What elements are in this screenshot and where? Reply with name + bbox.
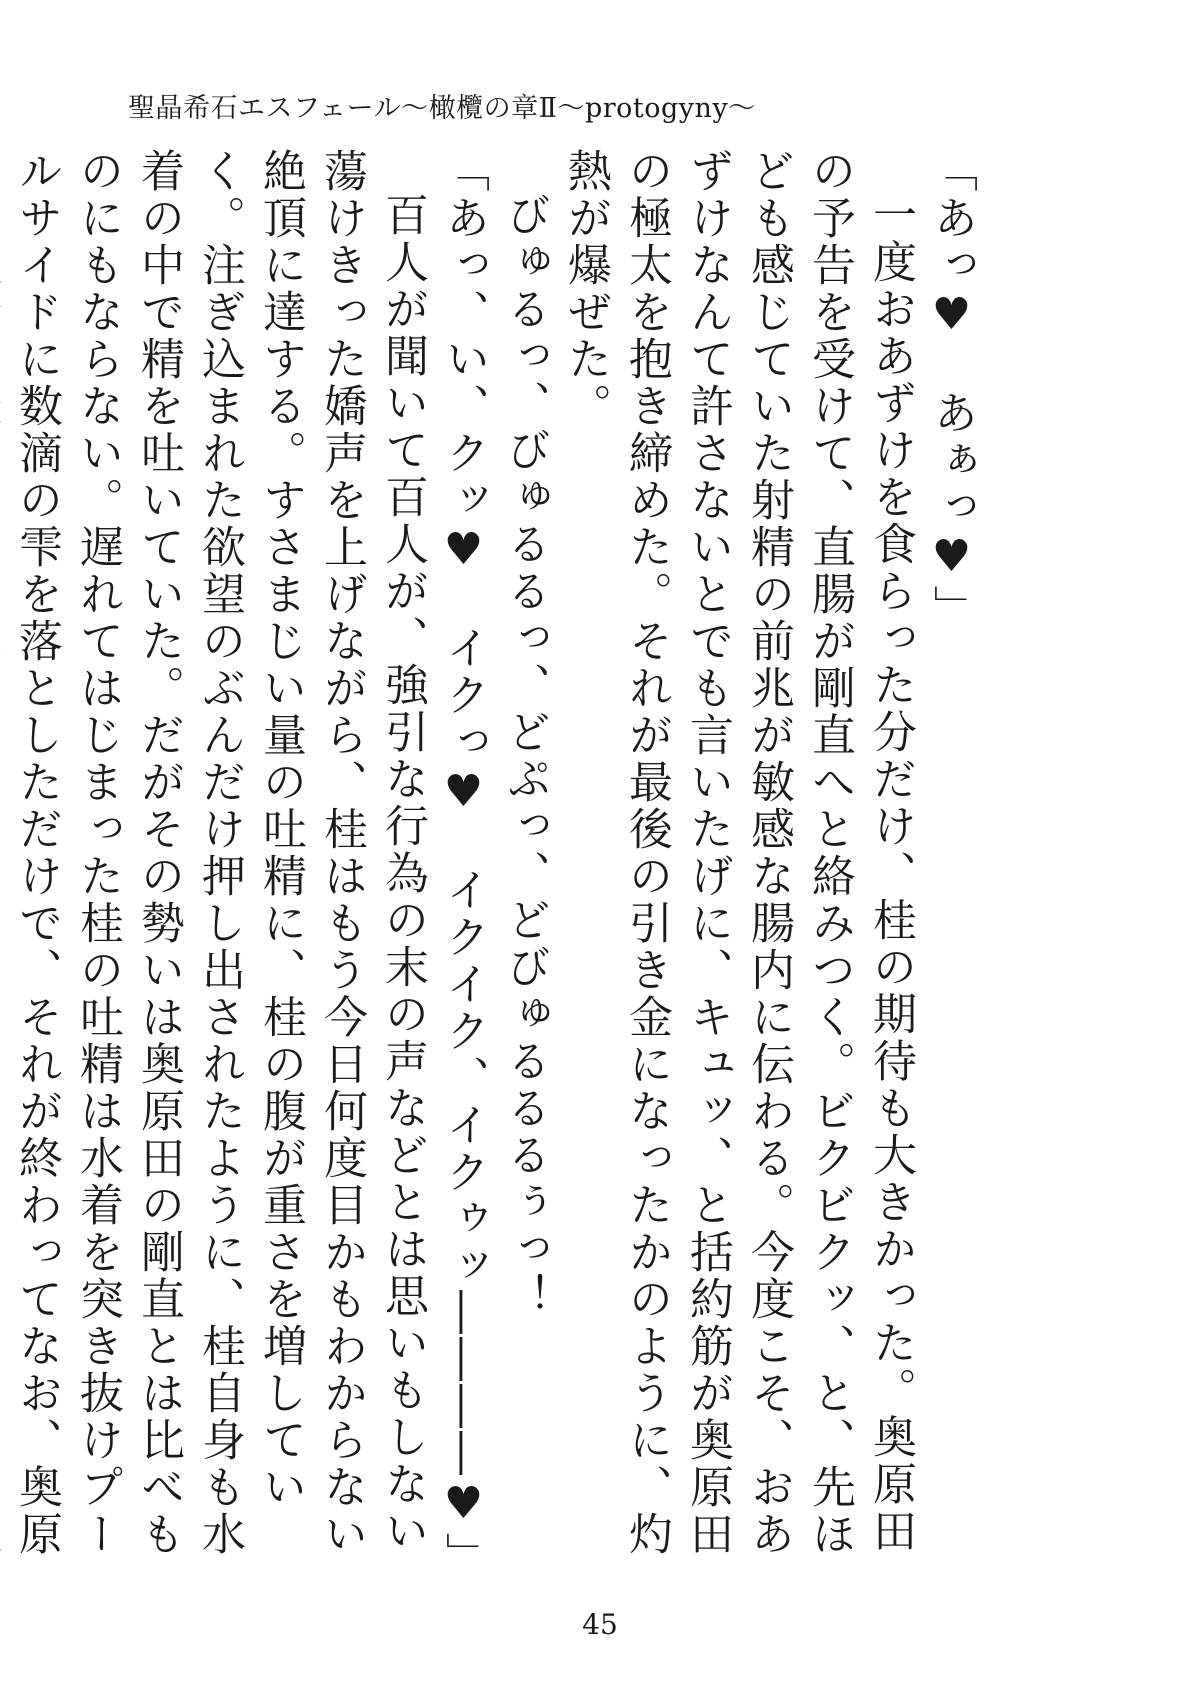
running-header: 聖晶希石エスフェール〜橄欖の章Ⅱ〜protogyny〜 <box>128 93 756 124</box>
body-text <box>11 148 982 1588</box>
paragraph-1: 「あっ♥ あぁっ♥」 <box>926 148 977 632</box>
paragraph-4: 「あっ、い、クッ♥ イクっ♥ イクイク、イクゥッ――――♥」 <box>438 148 489 1579</box>
paragraph-5: 百人が聞いて百人が、強引な行為の末の声などとは思いもしない蕩けきった嬌声を上げながら、桂はもう今日何度目かもわからない絶頂に達する。すさまじい量の吐精に、桂の腹が重さを増していく。注ぎ込まれた欲望のぶんだけ押し出されたように、桂自身も水着の中で精を吐いていた。だがその勢いは奥原田の剛直とは比べものにもならない。遅れてはじまった桂の吐精は水着を突き抜けプールサイドに数滴の雫を落としただけで、それが終わってなお、奥原 <box>11 148 428 1558</box>
paragraph-2: 一度おあずけを食らった分だけ、桂の期待も大きかった。奥原田の予告を受けて、直腸が剛直へと絡みつく。ビクビクッ、と、先ほども感じていた射精の前兆が敏感な腸内に伝わる。今度こそ、おあずけなんて許さないとでも言いたげに、キュッ、と括約筋が奥原田の極太を抱き締めた。それが最後の引き金になったかのように、灼熱が爆ぜた。 <box>560 148 916 1558</box>
page-number: 45 <box>582 1608 618 1641</box>
paragraph-3: びゅるっ、びゅるるっ、どぷっ、どびゅるるるぅっ！ <box>499 192 550 1320</box>
